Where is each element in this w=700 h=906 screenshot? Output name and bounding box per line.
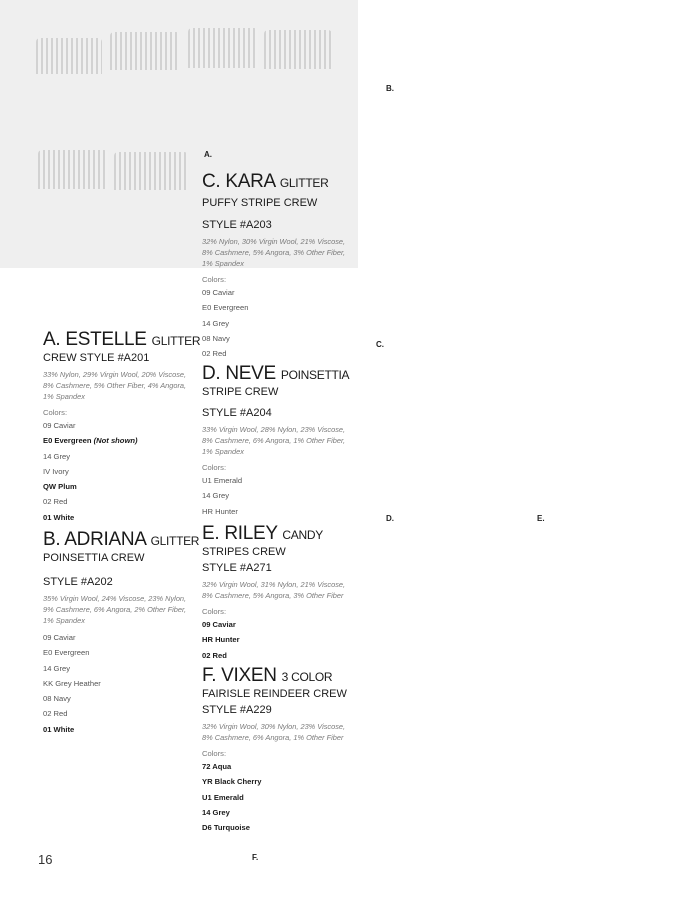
product-title: D. NEVE POINSETTIA [202,363,350,384]
vixen-sock-black-cherry [362,752,436,876]
fiber-content: 35% Virgin Wool, 24% Viscose, 23% Nylon, 9% Cashmere, 6% Angora, 2% Other Fiber, 1% Spandex [43,594,187,625]
adriana-sock-grey [540,14,654,94]
color-option: 02 Red [202,650,227,660]
product-title: F. VIXEN 3 COLOR [202,665,333,686]
color-option: IV Ivory [43,466,69,476]
adriana-sock-grey-heather [406,178,524,246]
color-option: HR Hunter [202,635,240,645]
vixen-sock-aqua [278,754,350,876]
label-c: C. [376,340,384,349]
vixen-sock-turquoise [614,752,686,876]
product-estelle [43,330,203,525]
color-option: 08 Navy [202,333,230,343]
estelle-sock-plum [264,30,332,132]
color-option: 08 Navy [43,694,71,704]
estelle-sock-ivory [188,28,258,132]
product-neve [202,364,352,519]
adriana-sock-red [538,176,654,246]
product-title: C. KARA GLITTER [202,171,329,192]
color-option: QW Plum [43,482,77,492]
kara-sock-red-black [540,422,652,500]
kara-sock-navy [538,346,654,408]
fiber-content: 33% Virgin Wool, 28% Nylon, 23% Viscose, 8% Cashmere, 6% Angora, 1% Other Fiber, 1% Spandex [202,425,346,456]
color-option: KK Grey Heather [43,678,101,688]
color-option: 02 Red [43,709,68,719]
estelle-sock-red [38,150,108,252]
color-option: 14 Grey [43,663,71,673]
color-option: 09 Caviar [43,633,76,642]
product-style: STYLE #A271 [202,562,272,574]
color-option: HR Hunter [202,506,238,516]
color-option: E0 Evergreen [202,303,249,313]
product-style: STYLE #A229 [202,704,272,716]
product-style: CREW STYLE #A201 [43,352,150,364]
color-option: D6 Turquoise [202,823,250,833]
riley-sock-red [552,662,666,728]
kara-sock-red [400,264,520,336]
color-option: E0 Evergreen [43,648,90,658]
color-list [202,617,352,663]
colors-label: Colors: [43,408,68,417]
label-d: D. [386,514,394,523]
riley-sock-caviar [552,516,666,580]
label-e: E. [537,514,545,523]
label-f: F. [252,853,259,862]
color-option: U1 Emerald [202,792,244,802]
product-subtitle: STRIPE CREW [202,386,279,398]
color-option: E0 Evergreen (Not shown) [43,436,138,446]
product-subtitle: STRIPES CREW [202,546,286,558]
adriana-sock-caviar [416,20,522,84]
color-option: 01 White [43,512,75,522]
kara-sock-caviar [392,422,518,494]
color-option: 72 Aqua [202,762,232,771]
neve-sock-hunter [406,660,530,726]
kara-sock-evergreen [398,346,520,408]
color-list [43,418,203,525]
product-subtitle: PUFFY STRIPE CREW [202,197,318,209]
product-title: B. ADRIANA GLITTER [43,529,200,550]
product-title: E. RILEY CANDY [202,523,323,544]
color-option: 14 Grey [202,807,230,817]
color-option: 02 Red [202,349,227,359]
neve-sock-emerald [404,516,524,578]
product-title: A. ESTELLE GLITTER [43,329,201,350]
color-option: 09 Caviar [202,288,235,297]
fiber-content: 32% Nylon, 30% Virgin Wool, 21% Viscose, 8% Cashmere, 5% Angora, 3% Other Fiber, 1% Spandex [202,237,346,268]
label-a: A. [204,150,212,159]
adriana-sock-evergreen [410,100,522,166]
estelle-sock-grey [110,32,180,132]
color-option: 14 Grey [43,451,71,461]
adriana-sock-navy [540,96,656,166]
neve-sock-grey [404,588,530,650]
product-riley [202,524,352,663]
product-style: STYLE #A202 [43,576,113,588]
colors-label: Colors: [202,749,227,758]
estelle-sock-white [114,152,188,252]
adriana-sock-white [532,258,656,334]
product-subtitle: FAIRISLE REINDEER CREW [202,688,347,700]
fiber-content: 32% Virgin Wool, 31% Nylon, 21% Viscose, 8% Cashmere, 5% Angora, 3% Other Fiber [202,580,346,600]
label-b: B. [386,84,394,93]
colors-label: Colors: [202,607,227,616]
estelle-sock-caviar [36,38,102,132]
product-style: STYLE #A204 [202,407,272,419]
product-style: STYLE #A203 [202,219,272,231]
color-option: 02 Red [43,497,68,507]
color-option: YR Black Cherry [202,777,262,787]
riley-sock-hunter [550,588,666,654]
product-adriana [43,530,203,737]
color-option: 14 Grey [202,318,230,328]
color-option: U1 Emerald [202,476,243,485]
colors-label: Colors: [202,463,227,472]
product-subtitle: POINSETTIA CREW [43,552,145,564]
color-option: 14 Grey [202,491,230,501]
fiber-content: 32% Virgin Wool, 30% Nylon, 23% Viscose, 8% Cashmere, 6% Angora, 1% Other Fiber [202,722,346,742]
vixen-sock-grey [532,752,606,876]
colors-label: Colors: [202,275,227,284]
color-option: 01 White [43,724,75,734]
color-note: (Not shown) [91,436,138,446]
color-list [202,285,352,361]
product-kara [202,172,352,361]
vixen-sock-emerald [448,752,522,876]
color-list [43,630,203,737]
fiber-content: 33% Nylon, 29% Virgin Wool, 20% Viscose, 8% Cashmere, 5% Other Fiber, 4% Angora, 1% Spandex [43,370,187,401]
page-number: 16 [38,852,53,867]
color-list [202,473,352,519]
color-option: 09 Caviar [202,620,236,629]
color-option: 09 Caviar [43,421,76,430]
